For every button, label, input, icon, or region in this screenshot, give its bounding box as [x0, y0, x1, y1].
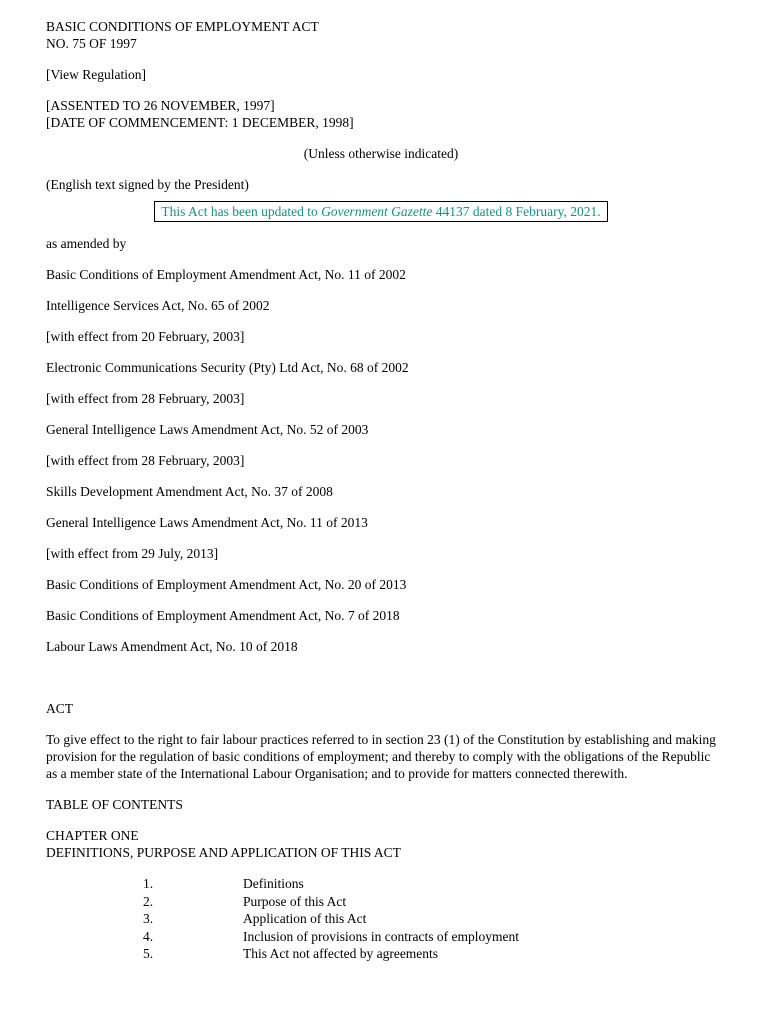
list-item: [with effect from 28 February, 2003] [46, 453, 245, 468]
document-page [46, 18, 716, 963]
gazette-prefix: This Act has been updated to [161, 204, 322, 219]
toc-heading: TABLE OF CONTENTS [46, 797, 183, 812]
list-item: [with effect from 28 February, 2003] [46, 391, 245, 406]
list-item: General Intelligence Laws Amendment Act, No. 52 of 2003 [46, 422, 369, 437]
commencement-date: [DATE OF COMMENCEMENT: 1 DECEMBER, 1998] [46, 115, 354, 130]
list-item: [with effect from 20 February, 2003] [46, 329, 245, 344]
unless-indicated-note: (Unless otherwise indicated) [303, 146, 459, 161]
signed-note: (English text signed by the President) [46, 177, 249, 192]
list-item: General Intelligence Laws Amendment Act, No. 11 of 2013 [46, 515, 368, 530]
list-item: Electronic Communications Security (Pty) Ltd Act, No. 68 of 2002 [46, 360, 409, 375]
toc-label[interactable]: Definitions [243, 876, 304, 891]
act-heading: ACT [46, 701, 73, 716]
act-title: BASIC CONDITIONS OF EMPLOYMENT ACT [46, 19, 319, 34]
toc-row[interactable] [143, 875, 716, 893]
toc-label[interactable]: Inclusion of provisions in contracts of employment [243, 928, 519, 944]
act-preamble: To give effect to the right to fair labour practices referred to in section 23 (1) of the Constitution by establishing and making provision for the regulation of basic conditions of employment; and thereby to comply with the obligations of the Republic as a member state of the International Labour Organisation; and to provide for matters connected therewith. [46, 732, 716, 781]
toc-number: 4. [143, 928, 154, 944]
list-item: Basic Conditions of Employment Amendment Act, No. 11 of 2002 [46, 267, 406, 282]
amendment-list [46, 266, 716, 655]
list-item: [with effect from 29 July, 2013] [46, 546, 219, 561]
list-item: Basic Conditions of Employment Amendment Act, No. 20 of 2013 [46, 577, 407, 592]
gazette-notice [154, 201, 607, 222]
list-item: Intelligence Services Act, No. 65 of 2002 [46, 298, 270, 313]
amended-by-intro: as amended by [46, 236, 127, 251]
toc-row[interactable] [143, 893, 716, 911]
toc-number: 1. [143, 876, 154, 891]
toc-row[interactable] [143, 945, 716, 963]
toc-number: 3. [143, 911, 154, 926]
list-item: Labour Laws Amendment Act, No. 10 of 2018 [46, 639, 298, 654]
chapter-number: CHAPTER ONE [46, 828, 139, 843]
gazette-notice-wrap [46, 201, 716, 222]
toc-label[interactable]: This Act not affected by agreements [243, 946, 439, 961]
toc-row[interactable] [143, 928, 716, 946]
gazette-italic: Government Gazette [321, 204, 433, 219]
assented-date: [ASSENTED TO 26 NOVEMBER, 1997] [46, 98, 275, 113]
toc-label[interactable]: Application of this Act [243, 911, 367, 926]
view-regulation-link[interactable]: [View Regulation] [46, 67, 147, 82]
toc-list [143, 875, 716, 963]
toc-row[interactable] [143, 910, 716, 928]
gazette-suffix: 44137 dated 8 February, 2021. [432, 204, 601, 219]
toc-label[interactable]: Purpose of this Act [243, 893, 347, 909]
toc-number: 5. [143, 946, 154, 961]
act-number: NO. 75 OF 1997 [46, 36, 137, 51]
list-item: Basic Conditions of Employment Amendment Act, No. 7 of 2018 [46, 608, 400, 623]
chapter-title: DEFINITIONS, PURPOSE AND APPLICATION OF THIS ACT [46, 845, 401, 860]
toc-number: 2. [143, 893, 154, 909]
list-item: Skills Development Amendment Act, No. 37 of 2008 [46, 484, 333, 499]
